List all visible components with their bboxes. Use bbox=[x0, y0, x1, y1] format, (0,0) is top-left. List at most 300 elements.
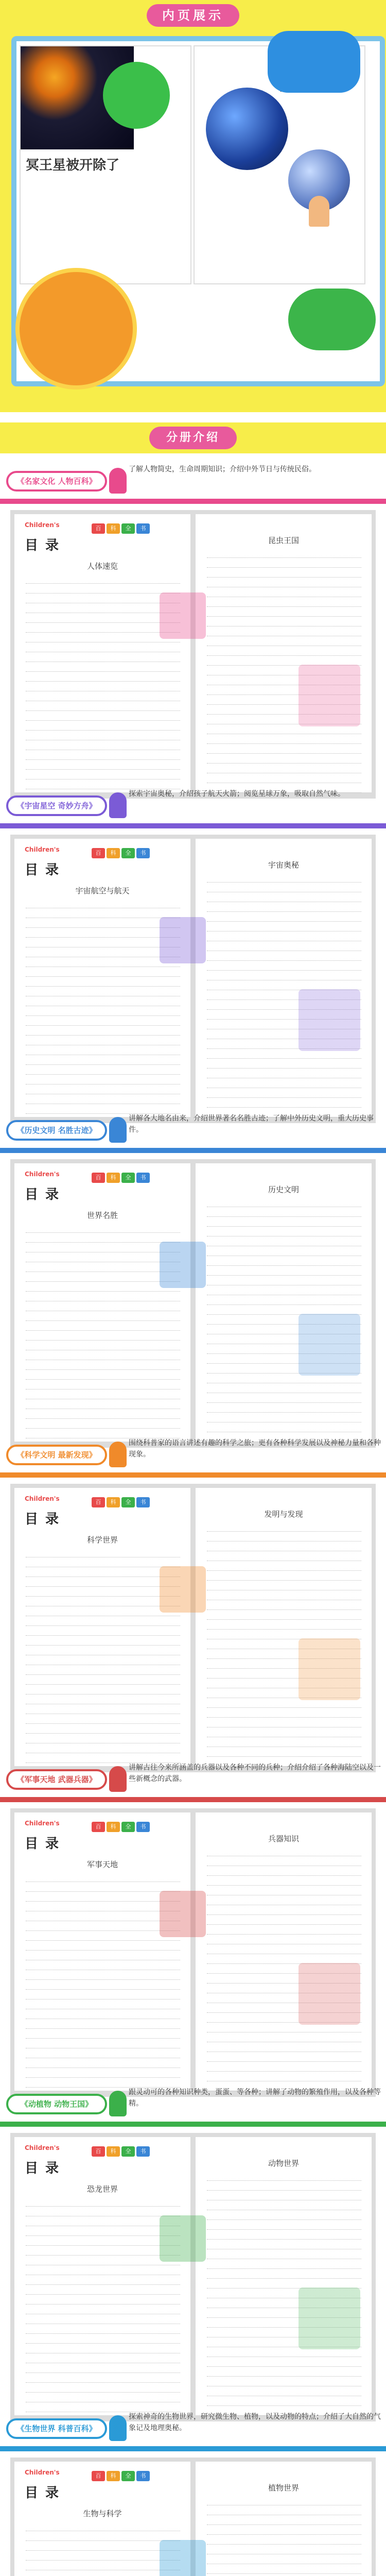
toc-entry-line bbox=[207, 1229, 361, 1236]
toc-entry-line bbox=[207, 1258, 361, 1266]
toc-entry-line bbox=[26, 645, 180, 652]
toc-entry-line bbox=[207, 1297, 361, 1305]
toc-entry-line bbox=[26, 1884, 180, 1892]
mascot-icon bbox=[109, 1117, 127, 1143]
toc-entry-line bbox=[26, 2228, 180, 2236]
illustration-image bbox=[160, 1891, 206, 1937]
toc-entry-line bbox=[26, 2297, 180, 2304]
brand-label: Children's bbox=[25, 1495, 60, 1502]
blue-callout bbox=[268, 31, 360, 93]
toc-entry-line bbox=[26, 1894, 180, 1902]
book-description: 讲解古往今来所涵盖的兵器以及各种不同的兵种；介绍介绍了各种海陆空以及一些新概念的武器。 bbox=[129, 1764, 381, 1783]
toc-heading: 目录 bbox=[25, 1512, 66, 1527]
toc-entry-line bbox=[207, 2222, 361, 2230]
toc-entry-line bbox=[207, 904, 361, 912]
toc-entry-line bbox=[26, 1745, 180, 1753]
series-chip: 百 bbox=[92, 1497, 105, 1507]
toc-section-title: 植物世界 bbox=[268, 2483, 299, 2493]
toc-entry-line bbox=[26, 664, 180, 672]
toc-entry-line bbox=[207, 924, 361, 931]
toc-entry-line bbox=[207, 2388, 361, 2396]
toc-entry-line bbox=[207, 2517, 361, 2525]
toc-entry-line bbox=[26, 586, 180, 594]
toc-entry-line bbox=[26, 1706, 180, 1714]
toc-entry-line bbox=[26, 1599, 180, 1606]
toc-spread bbox=[10, 2458, 376, 2576]
series-chips bbox=[92, 1173, 150, 1183]
book-tag: 《生物世界 科普百科》 bbox=[6, 2418, 107, 2439]
toc-entry-line bbox=[26, 2209, 180, 2216]
toc-entry-line bbox=[207, 1573, 361, 1581]
toc-page-left bbox=[14, 1812, 190, 2091]
toc-entry-line bbox=[26, 1352, 180, 1360]
toc-entry-line bbox=[207, 1583, 361, 1590]
toc-entry-line bbox=[26, 596, 180, 603]
series-chip: 全 bbox=[121, 1497, 135, 1507]
toc-entry-line bbox=[207, 2398, 361, 2406]
toc-entry-line bbox=[26, 2543, 180, 2551]
toc-entry-line bbox=[207, 2271, 361, 2279]
toc-entry-line bbox=[26, 969, 180, 977]
toc-entry-line bbox=[207, 953, 361, 961]
toc-heading: 目录 bbox=[25, 1836, 66, 1852]
toc-entry-line bbox=[207, 1602, 361, 1610]
toc-entry-line bbox=[26, 1874, 180, 1882]
toc-entry-line bbox=[26, 2218, 180, 2226]
toc-entry-line bbox=[207, 2566, 361, 2574]
book-tag: 《历史文明 名胜古迹》 bbox=[6, 1120, 107, 1141]
toc-page-right bbox=[196, 1488, 372, 1766]
toc-entry-line bbox=[26, 1087, 180, 1094]
toc-entry-line bbox=[26, 1067, 180, 1075]
toc-entry-line bbox=[207, 2379, 361, 2386]
toc-entry-line bbox=[207, 2232, 361, 2240]
toc-entry-line bbox=[26, 1303, 180, 1311]
series-chips bbox=[92, 1497, 150, 1507]
toc-entry-line bbox=[207, 2556, 361, 2564]
toc-entry-line bbox=[26, 1421, 180, 1429]
preview-title: 内页展示 bbox=[147, 4, 239, 27]
toc-entry-line bbox=[207, 2044, 361, 2052]
toc-entry-line bbox=[26, 1323, 180, 1331]
toc-entry-line bbox=[26, 1923, 180, 1931]
book-description: 围绕科普家的语言讲述有趣的科学之旅；更有各种科学发展以及神秘力量和各种现象。 bbox=[129, 1439, 381, 1459]
mascot-icon bbox=[109, 1766, 127, 1792]
book-description: 讲解各大地名由来，介绍世界著名名胜古迹；了解中外历史文明，重大历史事件。 bbox=[129, 1114, 374, 1134]
toc-entry-line bbox=[207, 1917, 361, 1925]
toc-entry-line bbox=[26, 605, 180, 613]
toc-entry-line bbox=[26, 762, 180, 770]
mascot-icon bbox=[109, 468, 127, 494]
toc-entry-line bbox=[26, 1657, 180, 1665]
toc-entry-line bbox=[207, 550, 361, 558]
series-chip: 百 bbox=[92, 523, 105, 534]
toc-entry-line bbox=[207, 1868, 361, 1876]
mascot-icon bbox=[109, 792, 127, 818]
toc-page-left bbox=[14, 839, 190, 1117]
toc-entry-line bbox=[207, 638, 361, 646]
toc-entry-line bbox=[26, 1648, 180, 1655]
toc-entry-line bbox=[26, 1057, 180, 1065]
toc-entry-line bbox=[207, 1100, 361, 1108]
section-header bbox=[0, 422, 386, 453]
toc-page-right bbox=[196, 514, 372, 792]
toc-entry-line bbox=[26, 1687, 180, 1694]
toc-entry-line bbox=[207, 2242, 361, 2249]
toc-entry-line bbox=[207, 2193, 361, 2200]
toc-entry-line bbox=[207, 1858, 361, 1866]
series-chip: 科 bbox=[107, 848, 120, 858]
toc-entry-line bbox=[207, 2498, 361, 2505]
book-intro bbox=[0, 1432, 386, 1478]
series-chip: 书 bbox=[136, 1497, 150, 1507]
toc-entry-line bbox=[26, 2346, 180, 2353]
toc-entry-line bbox=[26, 1962, 180, 1970]
toc-entry-line bbox=[26, 2375, 180, 2383]
toc-entries bbox=[26, 576, 180, 791]
toc-entry-line bbox=[207, 2359, 361, 2367]
toc-spread bbox=[10, 510, 376, 799]
toc-entry-line bbox=[207, 1287, 361, 1295]
toc-section-title: 生物与科学 bbox=[83, 2509, 122, 2518]
series-chip: 科 bbox=[107, 523, 120, 534]
toc-entry-line bbox=[207, 1219, 361, 1227]
toc-entry-line bbox=[26, 684, 180, 691]
preview-section bbox=[0, 0, 386, 412]
book-intro bbox=[0, 2406, 386, 2451]
toc-entry-line bbox=[26, 576, 180, 584]
book-tag: 《科学文明 最新发现》 bbox=[6, 1445, 107, 1465]
book-tag: 《军事天地 武器兵器》 bbox=[6, 1769, 107, 1790]
toc-spread bbox=[10, 835, 376, 1123]
book-divider bbox=[0, 823, 386, 828]
book-divider bbox=[0, 1148, 386, 1153]
toc-entry-line bbox=[26, 1008, 180, 1016]
series-chip: 书 bbox=[136, 2146, 150, 2157]
toc-entry-line bbox=[26, 2326, 180, 2334]
toc-entry-line bbox=[207, 1248, 361, 1256]
section-title: 分册介绍 bbox=[149, 427, 237, 449]
toc-entry-line bbox=[26, 1313, 180, 1321]
toc-entry-line bbox=[26, 1245, 180, 1252]
toc-entry-line bbox=[207, 875, 361, 883]
book-divider bbox=[0, 499, 386, 504]
series-chip: 全 bbox=[121, 523, 135, 534]
toc-entry-line bbox=[207, 1700, 361, 1708]
toc-entry-line bbox=[207, 1199, 361, 1207]
toc-entry-line bbox=[207, 1080, 361, 1088]
toc-section-title: 宇宙奥秘 bbox=[268, 860, 299, 870]
toc-entry-line bbox=[207, 726, 361, 734]
toc-entry-line bbox=[26, 1038, 180, 1045]
toc-entry-line bbox=[207, 1385, 361, 1393]
toc-entry-line bbox=[207, 1563, 361, 1571]
book-description: 了解人物简史，生命周期知识；介绍中外节日与传统民俗。 bbox=[129, 465, 316, 473]
toc-entry-line bbox=[26, 2002, 180, 2009]
series-chip: 书 bbox=[136, 523, 150, 534]
toc-entry-line bbox=[26, 1255, 180, 1262]
toc-entry-line bbox=[26, 733, 180, 740]
toc-entry-line bbox=[26, 1608, 180, 1616]
toc-entry-line bbox=[207, 736, 361, 744]
illustration-image bbox=[160, 592, 206, 639]
brand-label: Children's bbox=[25, 2144, 60, 2151]
toc-entry-line bbox=[26, 2248, 180, 2256]
toc-entry-line bbox=[207, 2183, 361, 2191]
illustration-image bbox=[160, 2540, 206, 2576]
toc-entry-line bbox=[26, 1235, 180, 1243]
illustration-image bbox=[299, 1963, 360, 2025]
series-chips bbox=[92, 1822, 150, 1832]
toc-entry-line bbox=[207, 2507, 361, 2515]
toc-entry-line bbox=[26, 2316, 180, 2324]
illustration-image bbox=[160, 917, 206, 963]
mascot-icon bbox=[109, 2091, 127, 2116]
toc-entry-line bbox=[26, 2533, 180, 2541]
toc-entry-line bbox=[26, 723, 180, 731]
series-chip: 全 bbox=[121, 2146, 135, 2157]
toc-entry-line bbox=[26, 2031, 180, 2039]
toc-entry-line bbox=[26, 910, 180, 918]
toc-entry-line bbox=[26, 1284, 180, 1292]
toc-page-left bbox=[14, 2137, 190, 2415]
toc-section-title: 宇宙航空与航天 bbox=[75, 886, 130, 895]
illustration-image bbox=[299, 665, 360, 726]
toc-entry-line bbox=[207, 2527, 361, 2535]
toc-entry-line bbox=[26, 950, 180, 957]
book-divider bbox=[0, 1472, 386, 1478]
series-chip: 书 bbox=[136, 1822, 150, 1832]
toc-heading: 目录 bbox=[25, 2161, 66, 2176]
toc-entry-line bbox=[26, 2307, 180, 2314]
series-chips bbox=[92, 2471, 150, 2481]
toc-entry-line bbox=[207, 1051, 361, 1059]
brand-label: Children's bbox=[25, 1820, 60, 1827]
toc-section-title: 恐龙世界 bbox=[86, 2184, 118, 2194]
toc-entry-line bbox=[26, 1589, 180, 1597]
illustration-image bbox=[299, 2287, 360, 2349]
toc-entry-line bbox=[26, 1569, 180, 1577]
neptune-image bbox=[206, 88, 288, 170]
toc-entry-line bbox=[207, 2035, 361, 2042]
toc-entry-line bbox=[26, 2395, 180, 2402]
toc-section-title: 世界名胜 bbox=[86, 1211, 118, 1220]
toc-entry-line bbox=[26, 615, 180, 623]
toc-entry-line bbox=[207, 963, 361, 971]
toc-page-left bbox=[14, 514, 190, 792]
toc-section-title: 发明与发现 bbox=[264, 1510, 303, 1519]
toc-entry-line bbox=[26, 1333, 180, 1341]
preview-chapter-heading: 冥王星被开除了 bbox=[26, 158, 120, 173]
book-divider bbox=[0, 2446, 386, 2451]
illustration-image bbox=[160, 1242, 206, 1288]
toc-entry-line bbox=[207, 1268, 361, 1276]
toc-heading: 目录 bbox=[25, 538, 66, 553]
toc-entry-line bbox=[26, 1382, 180, 1389]
toc-entry-line bbox=[207, 885, 361, 892]
toc-entry-line bbox=[207, 619, 361, 626]
toc-entries bbox=[26, 1874, 180, 2090]
toc-entry-line bbox=[207, 1376, 361, 1383]
toc-entry-line bbox=[207, 1278, 361, 1285]
toc-entry-line bbox=[207, 2173, 361, 2181]
toc-entry-line bbox=[26, 772, 180, 779]
book-description: 探索神奇的生物世界，研究微生物、植物，以及动物的特点；介绍了大自然的气象记及地理奥秘。 bbox=[129, 2413, 381, 2432]
toc-entry-line bbox=[207, 560, 361, 568]
toc-entry-line bbox=[207, 1239, 361, 1246]
toc-entry-line bbox=[207, 1888, 361, 1895]
toc-section-title: 人体速览 bbox=[86, 562, 118, 571]
toc-heading: 目录 bbox=[25, 1187, 66, 1202]
toc-entry-line bbox=[26, 1736, 180, 1743]
green-callout bbox=[103, 62, 170, 129]
toc-entry-line bbox=[207, 1405, 361, 1413]
toc-entry-line bbox=[207, 1612, 361, 1620]
brand-label: Children's bbox=[25, 846, 60, 853]
series-chip: 全 bbox=[121, 848, 135, 858]
series-chip: 科 bbox=[107, 2146, 120, 2157]
green-callout-2 bbox=[288, 289, 376, 350]
brand-label: Children's bbox=[25, 2469, 60, 2476]
toc-page-right bbox=[196, 2462, 372, 2576]
toc-entry-line bbox=[207, 580, 361, 587]
series-chips bbox=[92, 2146, 150, 2157]
toc-entry-line bbox=[207, 934, 361, 941]
toc-page-left bbox=[14, 1163, 190, 1442]
toc-entry-line bbox=[207, 1710, 361, 1718]
toc-entries bbox=[26, 1225, 180, 1440]
toc-entry-line bbox=[26, 1904, 180, 1911]
toc-entry-line bbox=[26, 2021, 180, 2029]
toc-entry-line bbox=[207, 914, 361, 922]
toc-entry-line bbox=[207, 570, 361, 578]
toc-entry-line bbox=[26, 1667, 180, 1675]
illustration-image bbox=[299, 1638, 360, 1700]
toc-entry-line bbox=[207, 589, 361, 597]
toc-section-title: 历史文明 bbox=[268, 1185, 299, 1194]
toc-entry-line bbox=[207, 1849, 361, 1856]
toc-entry-line bbox=[207, 1946, 361, 1954]
mascot-icon bbox=[109, 1442, 127, 1467]
toc-entry-line bbox=[207, 1730, 361, 1737]
toc-entry-line bbox=[207, 2064, 361, 2072]
toc-entry-line bbox=[26, 1677, 180, 1685]
brand-label: Children's bbox=[25, 521, 60, 529]
illustration-image bbox=[299, 1314, 360, 1376]
mascot-icon bbox=[109, 2415, 127, 2441]
toc-entry-line bbox=[207, 1622, 361, 1630]
series-chips bbox=[92, 848, 150, 858]
toc-entry-line bbox=[207, 629, 361, 636]
toc-entry-line bbox=[207, 756, 361, 764]
toc-entry-line bbox=[26, 1550, 180, 1557]
toc-entry-line bbox=[26, 1264, 180, 1272]
toc-entry-line bbox=[26, 1274, 180, 1282]
toc-entry-line bbox=[26, 1972, 180, 1980]
toc-entry-line bbox=[26, 2563, 180, 2570]
toc-entry-line bbox=[26, 1047, 180, 1055]
toc-entry-line bbox=[26, 2060, 180, 2068]
toc-entry-line bbox=[26, 1697, 180, 1704]
toc-entries bbox=[26, 901, 180, 1116]
toc-entry-line bbox=[26, 2523, 180, 2531]
toc-entry-line bbox=[207, 2261, 361, 2269]
toc-heading: 目录 bbox=[25, 2485, 66, 2501]
toc-entry-line bbox=[207, 2025, 361, 2032]
toc-entry-line bbox=[26, 1096, 180, 1104]
toc-entry-line bbox=[207, 1524, 361, 1532]
toc-entry-line bbox=[207, 1907, 361, 1915]
toc-entry-line bbox=[26, 2572, 180, 2576]
toc-entry-line bbox=[26, 920, 180, 928]
toc-entry-line bbox=[207, 2054, 361, 2062]
toc-entry-line bbox=[26, 1028, 180, 1036]
toc-spread bbox=[10, 2133, 376, 2421]
toc-entries bbox=[26, 2523, 180, 2576]
toc-entry-line bbox=[207, 2212, 361, 2220]
toc-entry-line bbox=[26, 998, 180, 1006]
toc-entry-line bbox=[26, 1392, 180, 1399]
toc-entry-line bbox=[26, 930, 180, 938]
toc-entry-line bbox=[207, 2349, 361, 2357]
toc-spread bbox=[10, 1484, 376, 1772]
toc-entry-line bbox=[207, 1937, 361, 1944]
toc-entry-line bbox=[207, 1739, 361, 1747]
toc-section-title: 军事天地 bbox=[86, 1860, 118, 1869]
book-intro bbox=[0, 1757, 386, 1802]
toc-entry-line bbox=[26, 1628, 180, 1636]
toc-entry-line bbox=[26, 703, 180, 711]
toc-page-right bbox=[196, 2137, 372, 2415]
series-chip: 科 bbox=[107, 1822, 120, 1832]
series-chip: 书 bbox=[136, 848, 150, 858]
series-chip: 书 bbox=[136, 1173, 150, 1183]
toc-entry-line bbox=[26, 2199, 180, 2207]
toc-entry-line bbox=[26, 2355, 180, 2363]
toc-entry-line bbox=[207, 894, 361, 902]
toc-entry-line bbox=[26, 1953, 180, 1960]
toc-entry-line bbox=[26, 2336, 180, 2344]
toc-entry-line bbox=[26, 2385, 180, 2393]
illustration-image bbox=[160, 1566, 206, 1613]
toc-entry-line bbox=[26, 940, 180, 947]
toc-entry-line bbox=[26, 1943, 180, 1951]
toc-entry-line bbox=[26, 1343, 180, 1350]
series-chip: 百 bbox=[92, 2471, 105, 2481]
book-description: 跟灵动可的各种知识种类，蛋蛋、等各种；讲解了动物的繁殖作用，以及各种等精。 bbox=[129, 2088, 381, 2108]
book-tag: 《动植物 动物王国》 bbox=[6, 2094, 107, 2114]
toc-entry-line bbox=[26, 2287, 180, 2295]
toc-entry-line bbox=[207, 648, 361, 656]
toc-entry-line bbox=[26, 1726, 180, 1734]
book-divider bbox=[0, 2122, 386, 2127]
toc-entry-line bbox=[26, 1933, 180, 1941]
toc-spread bbox=[10, 1808, 376, 2097]
toc-entry-line bbox=[26, 654, 180, 662]
toc-entry-line bbox=[207, 766, 361, 773]
toc-entry-line bbox=[207, 1090, 361, 1098]
toc-entry-line bbox=[26, 989, 180, 996]
toc-entries bbox=[26, 1550, 180, 1765]
series-chip: 全 bbox=[121, 2471, 135, 2481]
toc-entry-line bbox=[26, 1913, 180, 1921]
toc-entry-line bbox=[207, 2202, 361, 2210]
series-chips bbox=[92, 523, 150, 534]
brand-label: Children's bbox=[25, 1171, 60, 1178]
toc-entry-line bbox=[26, 1638, 180, 1646]
toc-entry-line bbox=[26, 2267, 180, 2275]
toc-entry-line bbox=[207, 973, 361, 980]
